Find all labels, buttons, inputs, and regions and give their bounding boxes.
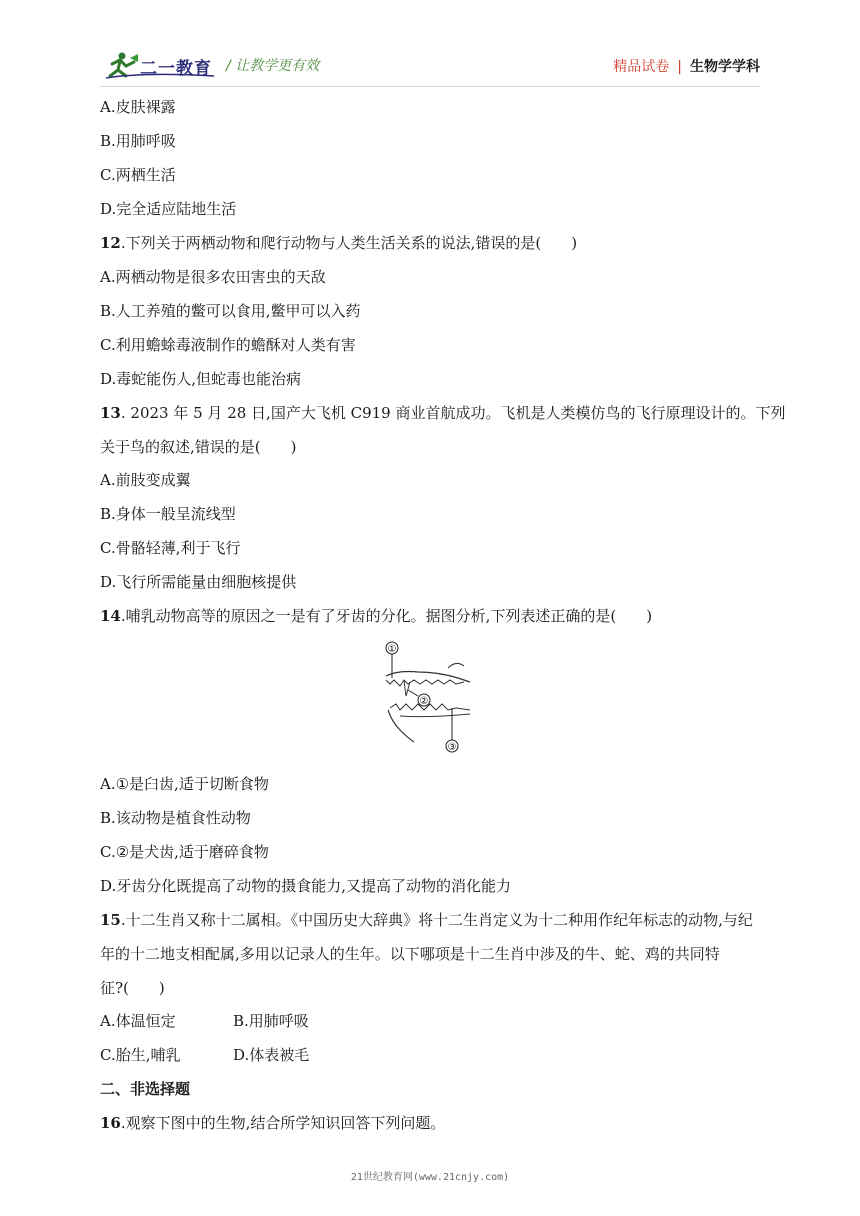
q13-stem-line1 [100, 403, 785, 423]
slogan: / 让教学更有效 [226, 58, 320, 74]
q12-stem [100, 233, 577, 253]
q15-stem-line2: 年的十二地支相配属,多用以记录人的生年。以下哪项是十二生肖中涉及的牛、蛇、鸡的共同特 [100, 945, 720, 963]
q14-stem-text: .哺乳动物高等的原因之一是有了牙齿的分化。据图分析,下列表述正确的是( ) [120, 607, 653, 625]
q12-stem-text: .下列关于两栖动物和爬行动物与人类生活关系的说法,错误的是( ) [120, 234, 578, 252]
page-footer: 21世纪教育网(www.21cnjy.com) [350, 1172, 510, 1183]
header-tag-group [613, 56, 760, 76]
q13-option-a: A.前肢变成翼 [100, 471, 191, 489]
q15-option-b: B.用肺呼吸 [233, 1012, 309, 1030]
q16-stem-text: .观察下图中的生物,结合所学知识回答下列问题。 [120, 1114, 446, 1132]
q15-stem-text1: .十二生肖又称十二属相。《中国历史大辞典》将十二生肖定义为十二种用作纪年标志的动物,与纪 [120, 911, 753, 929]
q15-option-a: A.体温恒定 [100, 1012, 176, 1030]
q12-option-d: D.毒蛇能伤人,但蛇毒也能治病 [100, 370, 302, 388]
header-separator: | [677, 59, 682, 75]
q14-option-c: C.②是犬齿,适于磨碎食物 [100, 843, 269, 861]
q12-option-b: B.人工养殖的鳖可以食用,鳖甲可以入药 [100, 302, 361, 320]
q12-number: 12 [100, 234, 121, 252]
q15-stem-line3: 征?( ) [100, 979, 165, 997]
q14-option-a: A.①是臼齿,适于切断食物 [100, 775, 269, 793]
q15-option-c: C.胎生,哺乳 [100, 1046, 181, 1064]
q14-stem [100, 606, 652, 626]
q13-stem-line2: 关于鸟的叙述,错误的是( ) [100, 438, 297, 456]
figure-label-3: ③ [447, 742, 457, 753]
q11-option-c: C.两栖生活 [100, 166, 176, 184]
q13-option-b: B.身体一般呈流线型 [100, 505, 236, 523]
q13-stem-text1: . 2023 年 5 月 28 日,国产大飞机 C919 商业首航成功。飞机是人类模仿鸟的飞行原理设计的。下列 [120, 404, 786, 422]
q15-stem-line1 [100, 910, 753, 930]
q15-number: 15 [100, 911, 121, 929]
q13-number: 13 [100, 404, 121, 422]
q15-option-d: D.体表被毛 [233, 1046, 310, 1064]
q14-option-b: B.该动物是植食性动物 [100, 809, 251, 827]
logo-text: 二一教育 [140, 59, 212, 79]
section-heading: 二、非选择题 [100, 1080, 191, 1098]
mammal-teeth-figure [378, 638, 478, 756]
q12-option-a: A.两栖动物是很多农田害虫的天敌 [100, 268, 326, 286]
q13-option-c: C.骨骼轻薄,利于飞行 [100, 539, 241, 557]
q11-option-d: D.完全适应陆地生活 [100, 200, 237, 218]
figure-label-1: ① [387, 644, 397, 655]
q12-option-c: C.利用蟾蜍毒液制作的蟾酥对人类有害 [100, 336, 356, 354]
page-header [0, 0, 860, 92]
q13-option-d: D.飞行所需能量由细胞核提供 [100, 573, 297, 591]
subject-label: 生物学学科 [690, 59, 760, 75]
q11-option-b: B.用肺呼吸 [100, 132, 176, 150]
q14-option-d: D.牙齿分化既提高了动物的摄食能力,又提高了动物的消化能力 [100, 877, 512, 895]
q16-number: 16 [100, 1114, 121, 1132]
premium-paper-tag: 精品试卷 [613, 59, 670, 75]
figure-label-2: ② [419, 696, 429, 707]
q16-stem [100, 1113, 445, 1133]
header-divider [100, 86, 760, 87]
q14-number: 14 [100, 607, 121, 625]
q11-option-a: A.皮肤裸露 [100, 98, 176, 116]
